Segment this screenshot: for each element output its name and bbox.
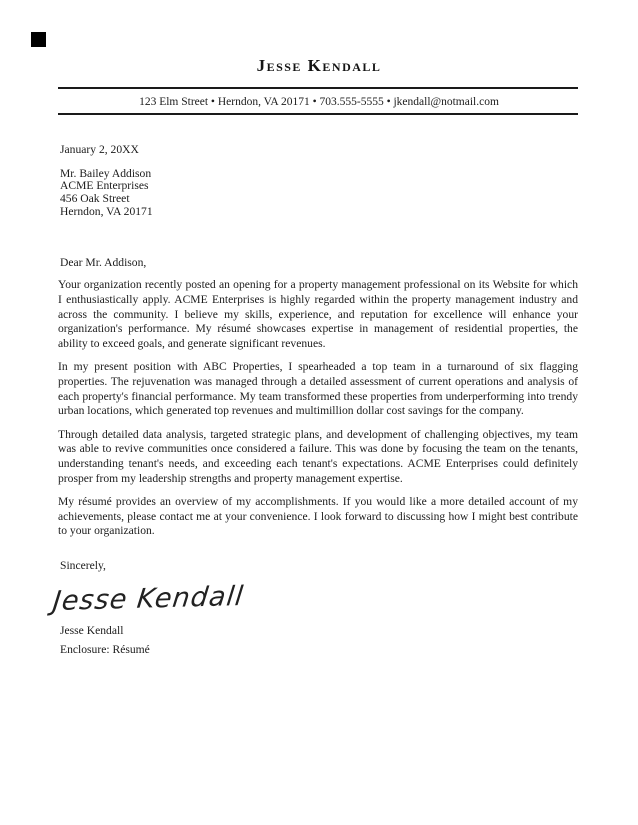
salutation: Dear Mr. Addison, bbox=[60, 255, 147, 269]
recipient-city: Herndon, VA 20171 bbox=[60, 204, 153, 218]
corner-marker bbox=[31, 32, 46, 47]
recipient-company: ACME Enterprises bbox=[60, 179, 149, 193]
enclosure-line: Enclosure: Résumé bbox=[60, 642, 150, 656]
handwritten-signature: Jesse Kendall bbox=[51, 581, 246, 618]
recipient-street: 456 Oak Street bbox=[60, 192, 130, 206]
contact-line: 123 Elm Street • Herndon, VA 20171 • 703.555-5555 • jkendall@notmail.com bbox=[139, 96, 499, 108]
recipient-name: Mr. Bailey Addison bbox=[60, 166, 152, 180]
body-paragraph-4: My résumé provides an overview of my accomplishments. If you would like a more detailed account of my achievements, please contact me at your convenience. I look forward to discussing how I might best contribute to your organization. bbox=[58, 495, 578, 538]
closing-line: Sincerely, bbox=[60, 558, 106, 572]
page-title: Jesse Kendall bbox=[256, 56, 382, 75]
header-rule-top bbox=[58, 87, 578, 89]
body-paragraph-2: In my present position with ABC Properties, I spearheaded a top team in a turnaround of six flagging properties. The rejuvenation was managed through a detailed assessment of current operations and analysis of each property's financial performance. My team transformed these properties from underperforming into trendy urban locations, which generated top revenues and multimillion dollar cost savings for the company. bbox=[58, 360, 578, 418]
body-paragraph-3: Through detailed data analysis, targeted strategic plans, and development of challenging objectives, my team was able to revive communities once considered a failure. This was done by focusing the team on the tenants, understanding tenant's needs, and exceeding each tenant's expectations. ACME Enterprises could definitely prosper from my leadership strengths and property management expertise. bbox=[58, 427, 578, 485]
header-rule-bottom bbox=[58, 113, 578, 115]
typed-name: Jesse Kendall bbox=[60, 624, 124, 638]
recipient-address-block bbox=[60, 168, 578, 219]
body-paragraph-1: Your organization recently posted an opening for a property management professional on its Website for which I enthusiastically apply. ACME Enterprises is highly regarded within the property management industry and across the community. I believe my skills, experience, and reputation for excellence will enhance your organization's performance. My résumé showcases expertise in management of residential properties, the ability to exceed goals, and generate significant revenues. bbox=[58, 278, 578, 350]
date-line: January 2, 20XX bbox=[60, 143, 139, 156]
letter-body bbox=[51, 143, 578, 657]
